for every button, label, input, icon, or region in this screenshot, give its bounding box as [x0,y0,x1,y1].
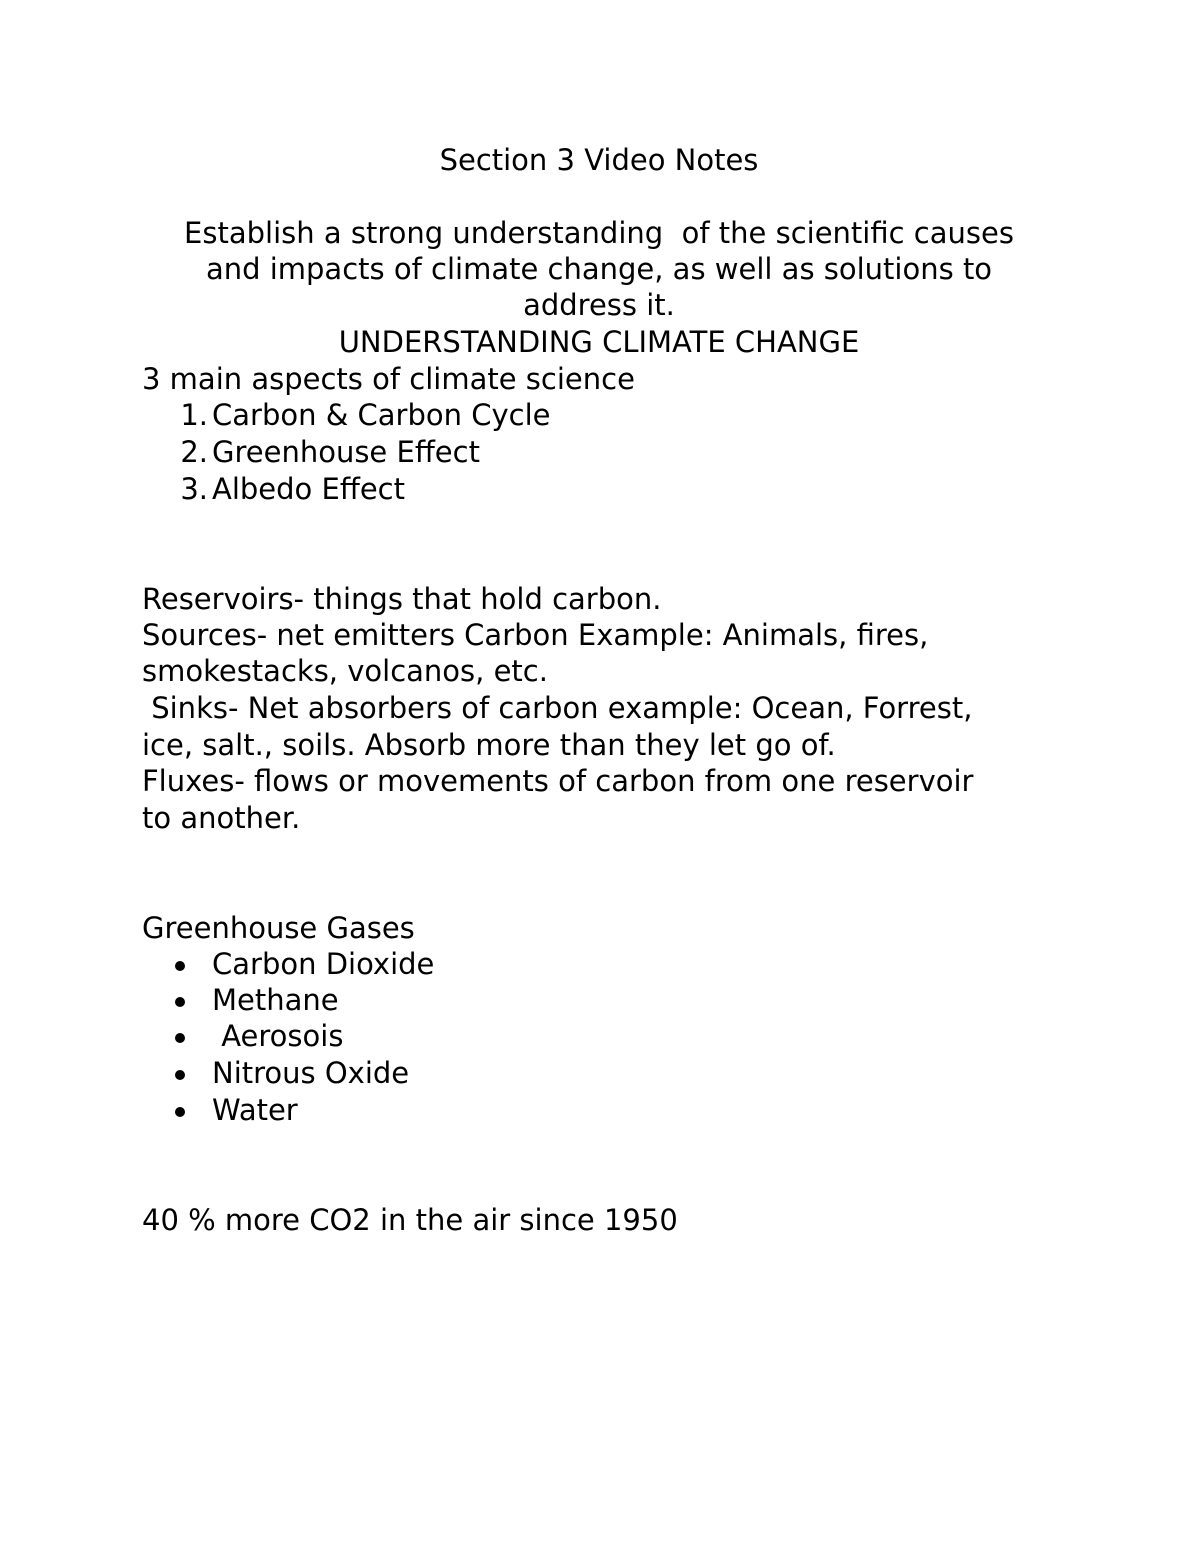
list-item: Water [212,1093,298,1127]
bullet-icon [175,1107,185,1117]
sources-definition-line-1: Sources- net emitters Carbon Example: Animals, fires, [142,618,929,652]
list-item: Greenhouse Effect [212,435,480,469]
section-heading: UNDERSTANDING CLIMATE CHANGE [338,325,860,359]
page-title: Section 3 Video Notes [439,143,759,177]
sources-definition-line-2: smokestacks, volcanos, etc. [142,654,548,688]
list-item: Methane [212,983,339,1017]
intro-line-2: and impacts of climate change, as well as solutions to [205,252,993,286]
bullet-icon [175,961,185,971]
list-item-number: 3. [180,472,208,506]
fluxes-definition-line-1: Fluxes- flows or movements of carbon from one reservoir [142,764,974,798]
list-item: Nitrous Oxide [212,1056,410,1090]
intro-line-1: Establish a strong understanding of the scientific causes [184,216,1014,250]
aspects-intro: 3 main aspects of climate science [142,362,635,396]
list-item: Carbon & Carbon Cycle [212,398,551,432]
intro-line-3: address it. [523,288,675,322]
fluxes-definition-line-2: to another. [142,801,301,835]
sinks-definition-line-2: ice, salt., soils. Absorb more than they let go of. [142,728,836,762]
bullet-icon [175,1033,185,1043]
reservoirs-definition: Reservoirs- things that hold carbon. [142,582,662,616]
co2-fact: 40 % more CO2 in the air since 1950 [142,1203,678,1237]
bullet-icon [175,1070,185,1080]
list-item-number: 1. [180,398,208,432]
sinks-definition-line-1: Sinks- Net absorbers of carbon example: Ocean, Forrest, [142,691,973,725]
list-item: Carbon Dioxide [212,947,435,981]
bullet-icon [175,997,185,1007]
list-item: Albedo Effect [212,472,405,506]
list-item: Aerosois [212,1019,344,1053]
greenhouse-heading: Greenhouse Gases [142,911,415,945]
list-item-number: 2. [180,435,208,469]
